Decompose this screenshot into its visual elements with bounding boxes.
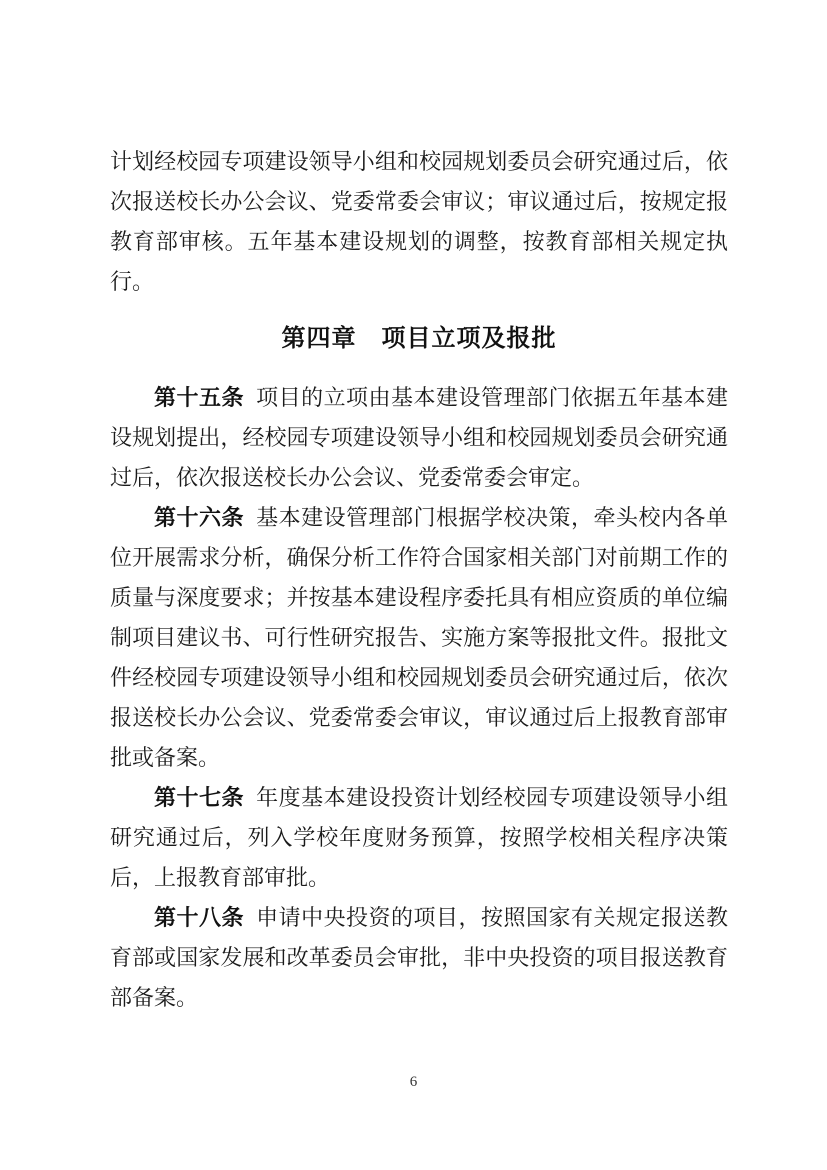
chapter-heading: 第四章 项目立项及报批 [281, 325, 557, 352]
page-number: 6 [409, 1074, 418, 1090]
article-lead: 第十六条 [154, 505, 244, 530]
text-block [110, 142, 728, 1018]
article-text: 申请中央投资的项目，按照国家有关规定报送教育部或国家发展和改革委员会审批，非中央投资的项目报送教育部备案。 [110, 905, 728, 1010]
article-text: 项目的立项由基本建设管理部门依据五年基本建设规划提出，经校园专项建设领导小组和校园规划委员会研究通过后，依次报送校长办公会议、党委常委会审定。 [110, 385, 728, 490]
article-paragraph-16 [110, 498, 728, 778]
article-lead: 第十五条 [154, 385, 244, 410]
article-lead: 第十八条 [154, 905, 244, 930]
article-text: 年度基本建设投资计划经校园专项建设领导小组研究通过后，列入学校年度财务预算，按照学校相关程序决策后，上报教育部审批。 [110, 785, 728, 890]
article-paragraph-17 [110, 778, 728, 898]
article-paragraph-18 [110, 898, 728, 1018]
article-paragraph-15 [110, 378, 728, 498]
article-lead: 第十七条 [154, 785, 244, 810]
article-text: 基本建设管理部门根据学校决策，牵头校内各单位开展需求分析，确保分析工作符合国家相关部门对前期工作的质量与深度要求；并按基本建设程序委托具有相应资质的单位编制项目建议书、可行性研究报告、实施方案等报批文件。报批文件经校园专项建设领导小组和校园规划委员会研究通过后，依次报送校长办公会议、党委常委会审议，审议通过后上报教育部审批或备案。 [110, 505, 728, 770]
continuation-paragraph: 计划经校园专项建设领导小组和校园规划委员会研究通过后，依次报送校长办公会议、党委常委会审议；审议通过后，按规定报教育部审核。五年基本建设规划的调整，按教育部相关规定执行。 [110, 149, 728, 294]
